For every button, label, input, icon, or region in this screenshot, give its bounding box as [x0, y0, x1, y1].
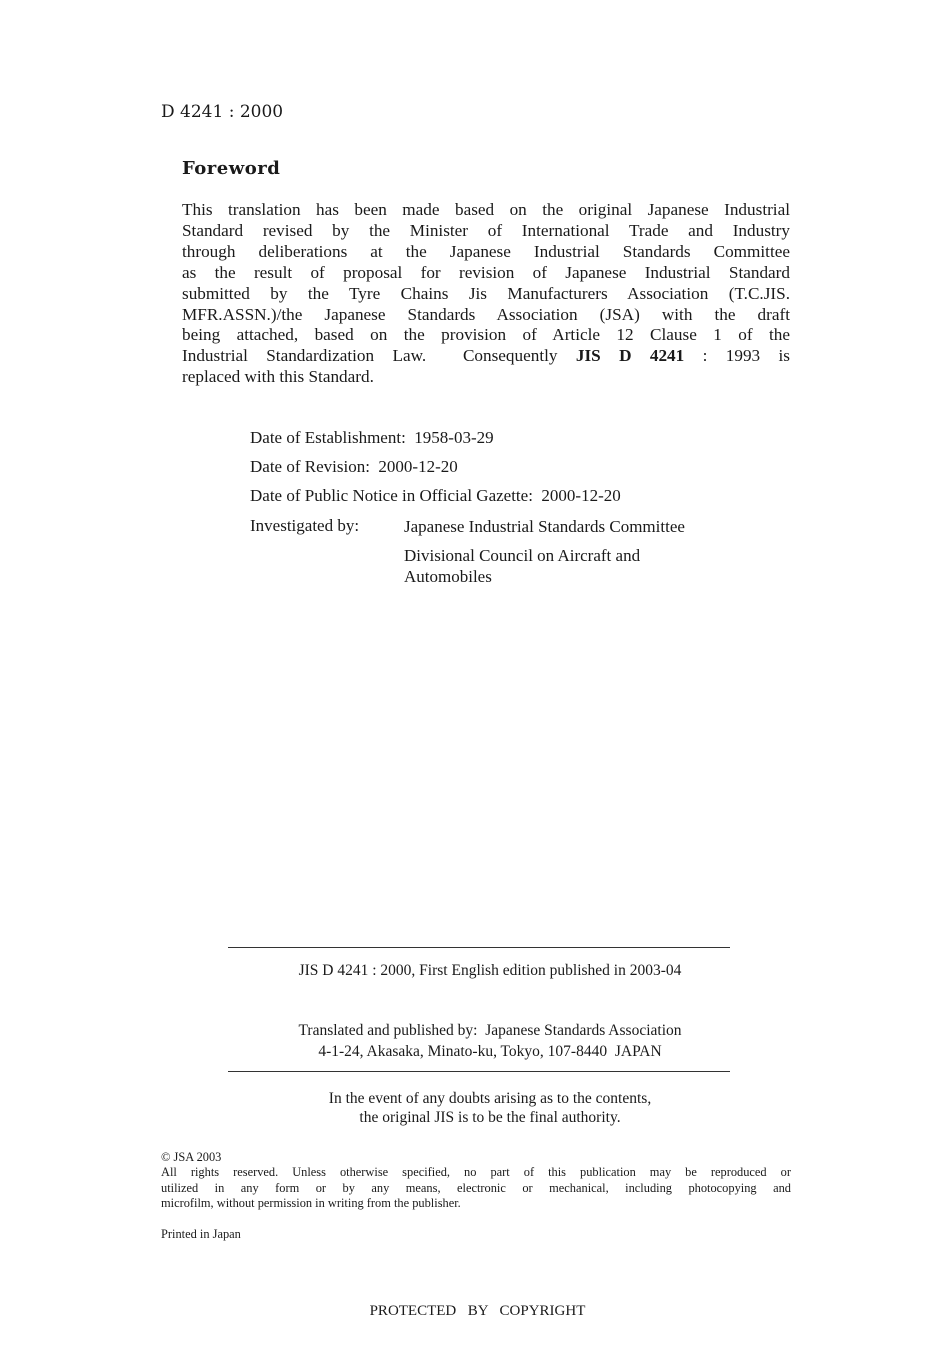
publisher-block [228, 1020, 752, 1062]
date-of-public-notice: Date of Public Notice in Official Gazette: 2000-12-20 [250, 486, 621, 505]
authority-line: the original JIS is to be the final authority. [359, 1109, 621, 1126]
foreword-line: This translation has been made based on the original Japanese Industrial [182, 200, 790, 219]
foreword-line-text: Industrial Standardization Law. Consequently [182, 346, 576, 366]
council-name-cont: Automobiles [404, 567, 492, 586]
publisher-address: 4-1-24, Akasaka, Minato-ku, Tokyo, 107-8440 JAPAN [318, 1043, 662, 1060]
foreword-line: replaced with this Standard. [182, 367, 374, 387]
rights-line: All rights reserved. Unless otherwise specified, no part of this publication may be reproduced or [161, 1165, 791, 1180]
rights-line: utilized in any form or by any means, electronic or mechanical, including photocopying and [161, 1180, 791, 1195]
foreword-line: submitted by the Tyre Chains Jis Manufacturers Association (T.C.JIS. [182, 283, 790, 303]
printed-in: Printed in Japan [161, 1227, 241, 1241]
foreword-line-text: : 1993 is [684, 346, 790, 366]
protected-notice: PROTECTED BY COPYRIGHT [369, 1303, 586, 1319]
divider-bottom [228, 1071, 730, 1072]
foreword-heading: Foreword [182, 158, 281, 179]
authority-notice [228, 1089, 752, 1127]
foreword-line: through deliberations at the Japanese Industrial Standards Committee [182, 241, 790, 261]
publisher-line: Translated and published by: Japanese Standards Association [298, 1022, 682, 1039]
foreword-line: MFR.ASSN.)/the Japanese Standards Association (JSA) with the draft [182, 304, 790, 324]
copyright-block [161, 1150, 791, 1212]
standard-reference: JIS D 4241 [575, 346, 685, 366]
council-name: Divisional Council on Aircraft and [404, 546, 641, 565]
date-of-revision: Date of Revision: 2000-12-20 [250, 457, 458, 476]
foreword-line: as the result of proposal for revision of Japanese Industrial Standard [182, 262, 790, 282]
foreword-line: being attached, based on the provision of Article 12 Clause 1 of the [182, 325, 790, 345]
copyright-mark: © JSA 2003 [161, 1150, 222, 1164]
document-id: D 4241 : 2000 [161, 102, 284, 122]
edition-statement: JIS D 4241 : 2000, First English edition published in 2003-04 [298, 962, 682, 979]
divider-top [228, 947, 730, 948]
rights-line: microfilm, without permission in writing from the publisher. [161, 1196, 461, 1211]
foreword-line: Standard revised by the Minister of International Trade and Industry [182, 220, 790, 240]
foreword-line [182, 346, 790, 367]
investigated-by-label: Investigated by: [250, 516, 360, 535]
foreword-body [182, 200, 790, 388]
date-of-establishment: Date of Establishment: 1958-03-29 [250, 428, 494, 447]
investigated-by-value [404, 516, 685, 587]
authority-line: In the event of any doubts arising as to the contents, [328, 1090, 652, 1107]
committee-name: Japanese Industrial Standards Committee [404, 517, 685, 536]
